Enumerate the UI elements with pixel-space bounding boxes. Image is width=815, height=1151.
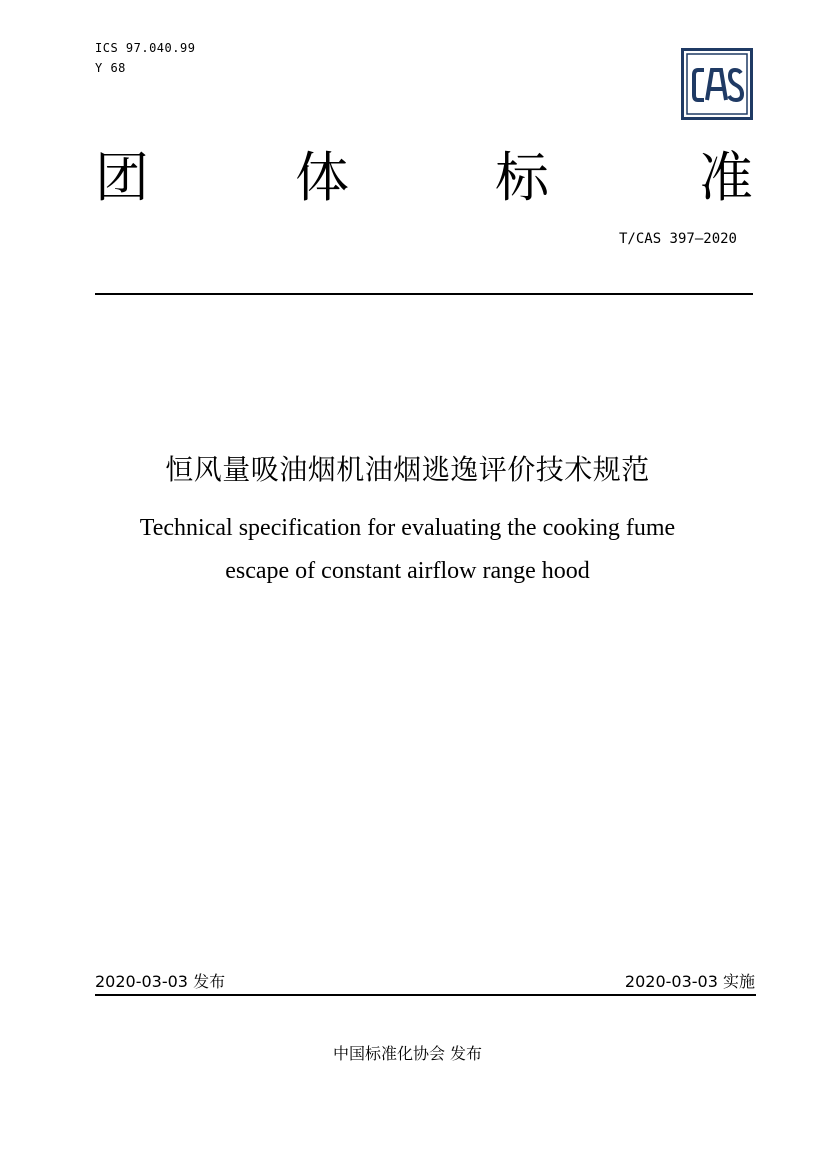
title-char-3: 标 [495, 146, 549, 209]
title-char-1: 团 [95, 146, 149, 209]
english-title-line-1: Technical specification for evaluating the cooking fume [139, 515, 676, 541]
classification-codes [95, 38, 195, 78]
english-title-line-2: escape of constant airflow range hood [225, 558, 590, 584]
title-char-2: 体 [295, 146, 349, 209]
title-char-4: 准 [699, 146, 753, 209]
issue-date: 2020-03-03 发布 [95, 972, 226, 991]
document-title-english [0, 507, 815, 593]
document-title-chinese: 恒风量吸油烟机油烟逃逸评价技术规范 [165, 453, 650, 486]
implementation-date: 2020-03-03 实施 [624, 972, 755, 991]
standard-number: T/CAS 397—2020 [618, 231, 737, 247]
top-divider [95, 293, 753, 295]
ics-code: ICS 97.040.99 [95, 41, 196, 55]
cas-logo-icon [681, 48, 753, 120]
bottom-divider [95, 994, 756, 996]
group-standard-title [95, 146, 753, 210]
ccs-code: Y 68 [95, 61, 126, 75]
publisher: 中国标准化协会 发布 [332, 1044, 483, 1063]
